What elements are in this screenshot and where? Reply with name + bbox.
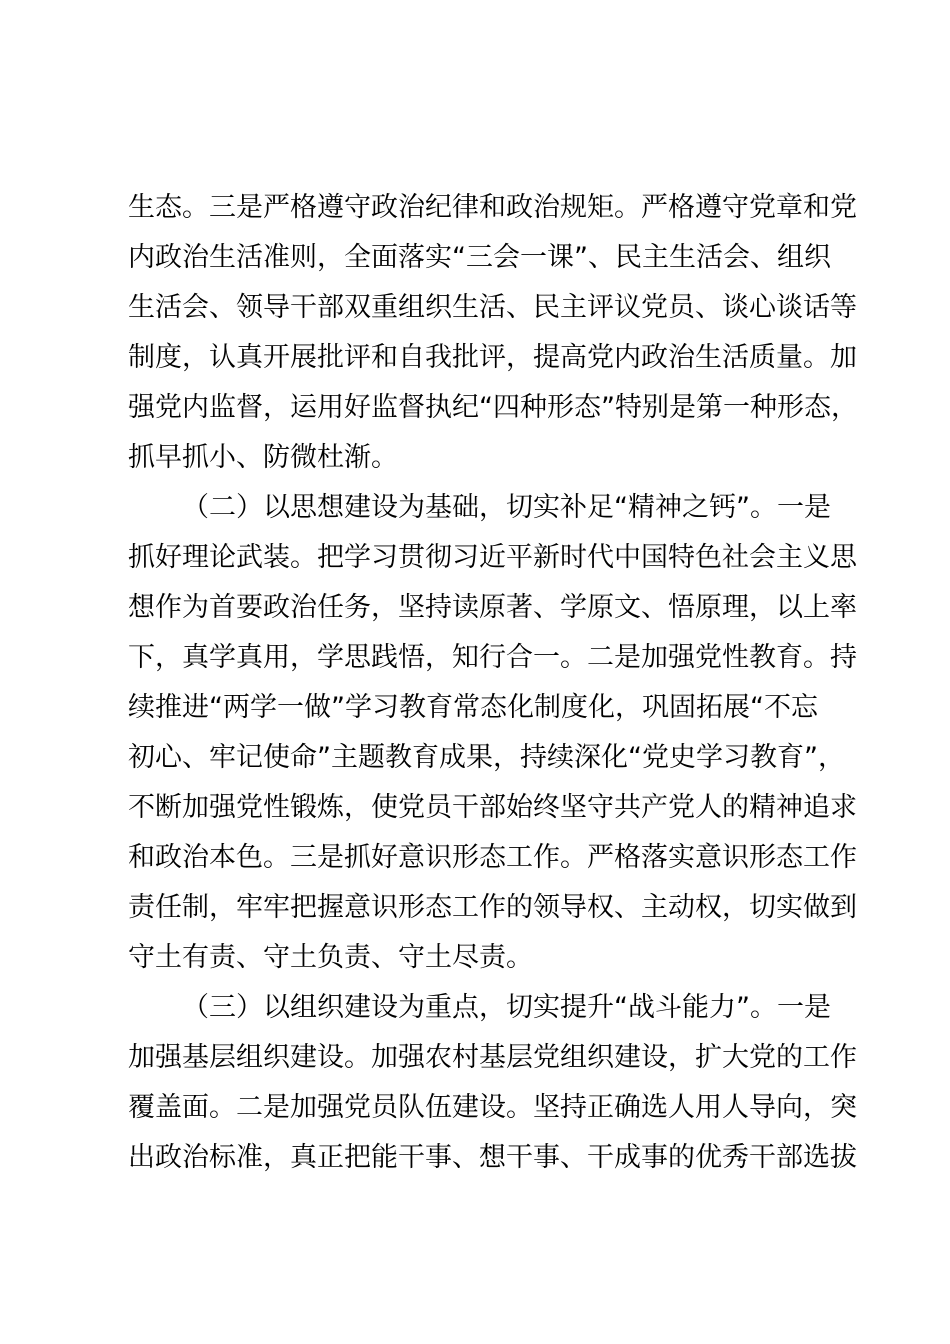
text-line: 抓好理论武装。把学习贯彻习近平新时代中国特色社会主义思 [128,542,857,573]
document-body [128,183,858,1183]
text-line: 强党内监督，运用好监督执纪“四种形态”特别是第一种形态， [128,392,858,423]
text-line: 覆盖面。二是加强党员队伍建设。坚持正确选人用人导向，突 [128,1092,857,1123]
text-line: （二）以思想建设为基础，切实补足“精神之钙”。一是 [182,492,831,523]
text-line: 不断加强党性锻炼，使党员干部始终坚守共产党人的精神追求 [128,792,857,823]
text-line: 内政治生活准则，全面落实“三会一课”、民主生活会、组织 [128,242,831,273]
text-line: 抓早抓小、防微杜渐。 [128,442,398,473]
paragraph-1 [128,183,858,483]
text-line: 想作为首要政治任务，坚持读原著、学原文、悟原理，以上率 [128,592,857,623]
text-line: 守土有责、守土负责、守土尽责。 [128,942,533,973]
text-line: 续推进“两学一做”学习教育常态化制度化，巩固拓展“不忘 [128,692,818,723]
text-line: 下，真学真用，学思践悟，知行合一。二是加强党性教育。持 [128,642,857,673]
text-line: 生活会、领导干部双重组织生活、民主评议党员、谈心谈话等 [128,292,857,323]
text-line: 出政治标准，真正把能干事、想干事、干成事的优秀干部选拔 [128,1142,857,1173]
paragraph-3 [128,983,857,1183]
text-line: 责任制，牢牢把握意识形态工作的领导权、主动权，切实做到 [128,892,857,923]
paragraph-2 [128,483,857,983]
text-line: （三）以组织建设为重点，切实提升“战斗能力”。一是 [182,992,831,1023]
text-line: 加强基层组织建设。加强农村基层党组织建设，扩大党的工作 [128,1042,857,1073]
text-line: 生态。三是严格遵守政治纪律和政治规矩。严格遵守党章和党 [128,192,857,223]
text-line: 制度，认真开展批评和自我批评，提高党内政治生活质量。加 [128,342,857,373]
text-line: 初心、牢记使命”主题教育成果，持续深化“党史学习教育”， [128,742,845,773]
text-line: 和政治本色。三是抓好意识形态工作。严格落实意识形态工作 [128,842,857,873]
